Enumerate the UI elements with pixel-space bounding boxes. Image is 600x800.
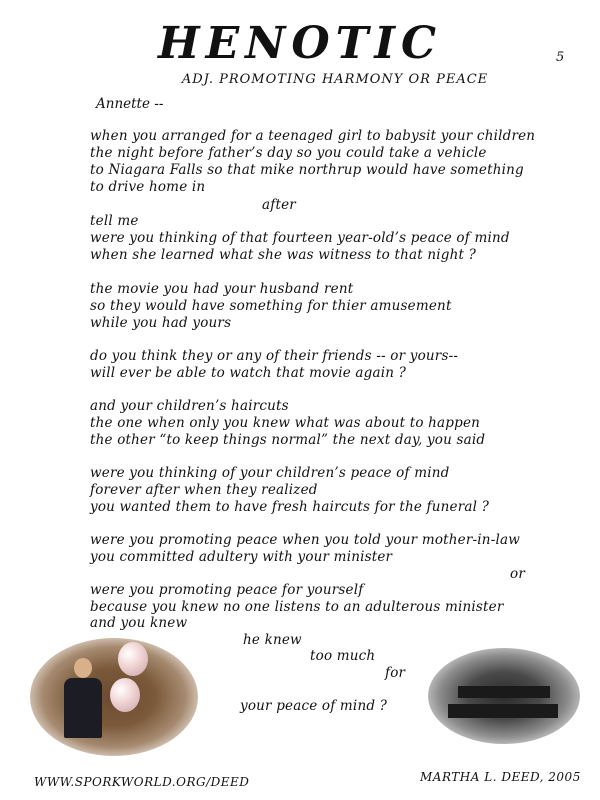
poem-line: and you knew — [90, 615, 188, 631]
poem-line: to drive home in — [90, 179, 206, 195]
poem-line: forever after when they realized — [90, 482, 318, 498]
poem-line: when you arranged for a teenaged girl to babysit your children — [90, 128, 536, 144]
page-title: HENOTIC — [158, 18, 442, 69]
wedding-photo-left — [30, 638, 198, 756]
poem-line: you committed adultery with your minister — [90, 549, 393, 565]
poem-line: will ever be able to watch that movie again ? — [90, 365, 407, 381]
poem-line: you wanted them to have fresh haircuts for the funeral ? — [90, 499, 490, 515]
poem-line: were you thinking of your children’s peace of mind — [90, 465, 450, 481]
greeting: Annette -- — [96, 96, 164, 112]
person-head — [74, 658, 92, 678]
poem-line: too much — [310, 648, 376, 664]
balloon-icon — [118, 642, 148, 676]
poem-line: because you knew no one listens to an adulterous minister — [90, 599, 504, 615]
poem-line: the other “to keep things normal” the next day, you said — [90, 432, 486, 448]
poem-line: tell me — [90, 213, 139, 229]
footer-author: MARTHA L. DEED, 2005 — [420, 770, 581, 784]
bench-shape — [448, 704, 558, 718]
footer-website: WWW.SPORKWORLD.ORG/DEED — [34, 775, 250, 789]
poem-line: he knew — [243, 632, 302, 648]
congregation-photo-right — [428, 648, 580, 744]
poem-line: or — [510, 566, 525, 582]
poem-line: the night before father’s day so you could take a vehicle — [90, 145, 487, 161]
definition-subtitle: ADJ. PROMOTING HARMONY OR PEACE — [181, 72, 489, 87]
poem-line: the movie you had your husband rent — [90, 281, 354, 297]
poem-line: were you promoting peace when you told your mother-in-law — [90, 532, 520, 548]
poem-line: your peace of mind ? — [240, 698, 388, 714]
poem-line: when she learned what she was witness to that night ? — [90, 247, 477, 263]
poem-line: do you think they or any of their friends -- or yours-- — [90, 348, 459, 364]
poem-line: to Niagara Falls so that mike northrup would have something — [90, 162, 524, 178]
bench-shape — [458, 686, 550, 698]
poem-line: for — [385, 665, 406, 681]
poem-line: while you had yours — [90, 315, 232, 331]
poem-line: were you thinking of that fourteen year-old’s peace of mind — [90, 230, 510, 246]
person-figure — [64, 678, 102, 738]
poem-line: so they would have something for thier amusement — [90, 298, 452, 314]
poem-line: after — [262, 197, 296, 213]
balloon-icon — [110, 678, 140, 712]
poem-line: were you promoting peace for yourself — [90, 582, 364, 598]
poem-line: the one when only you knew what was about to happen — [90, 415, 481, 431]
poem-line: and your children’s haircuts — [90, 398, 289, 414]
page-number: 5 — [556, 50, 565, 65]
